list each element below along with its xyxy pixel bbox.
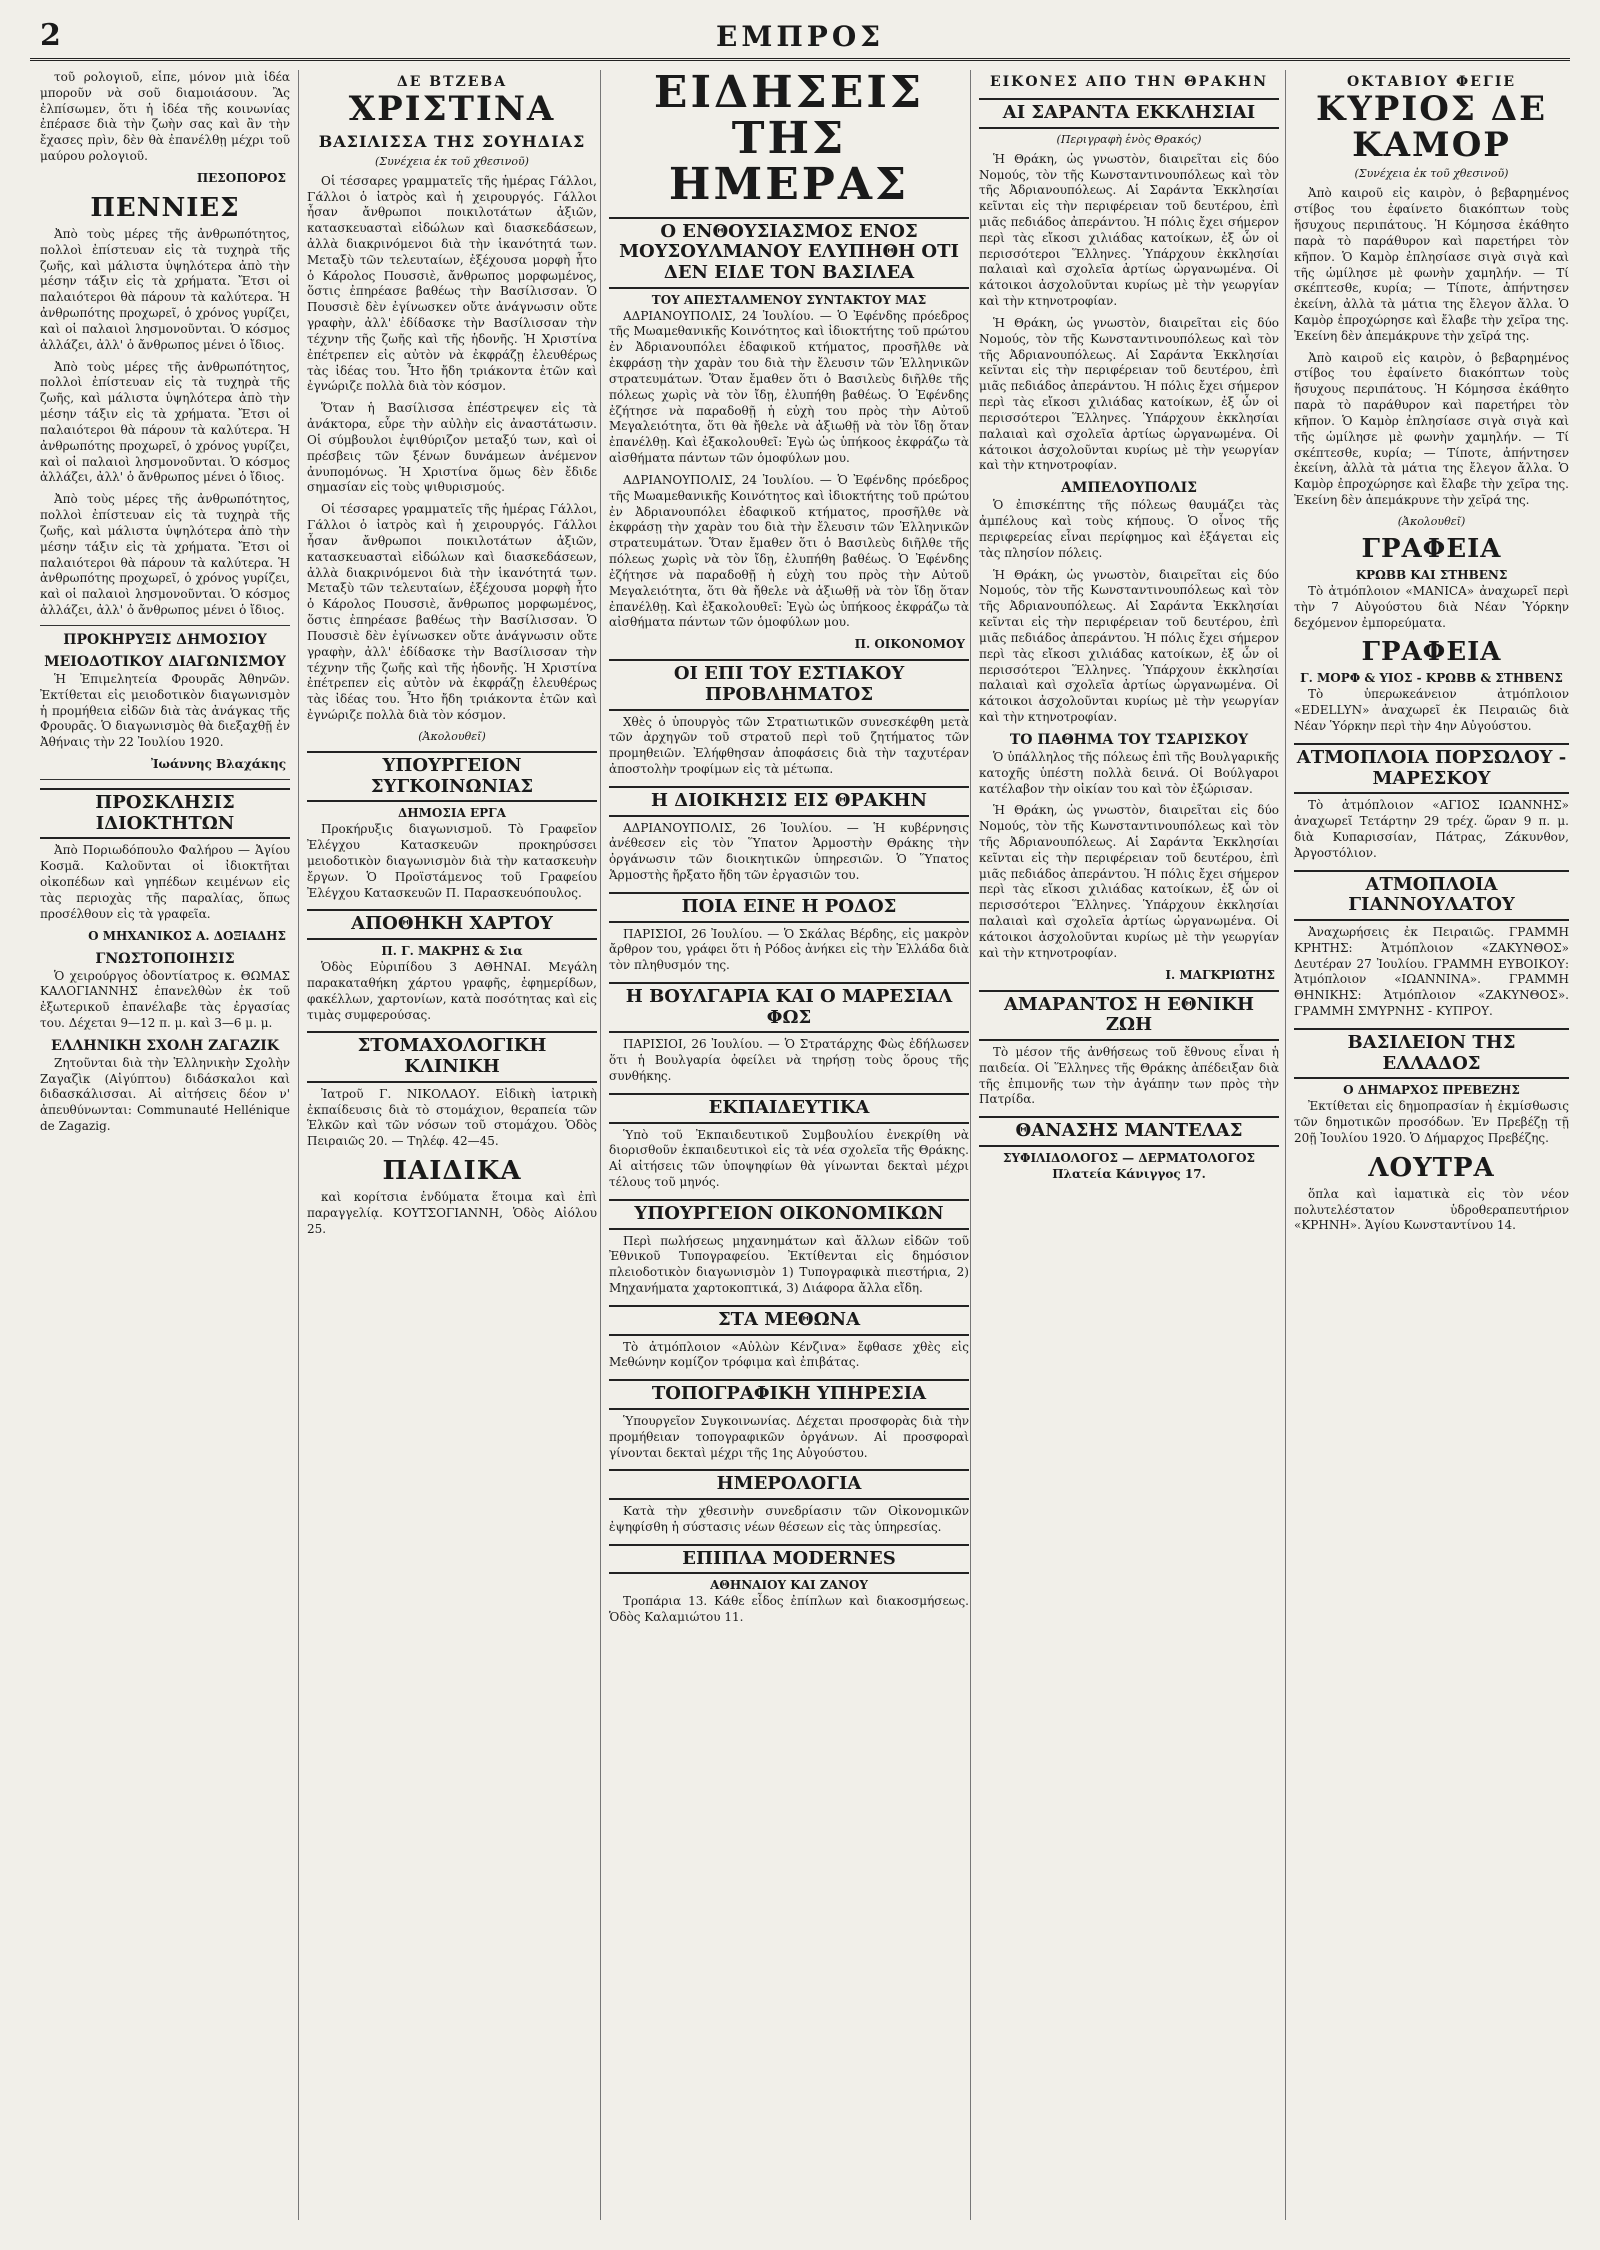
furniture-ad-subheading: ΑΘΗΝΑΙΟΥ ΚΑΙ ΖΑΝΟΥ — [710, 1578, 868, 1593]
ship1-heading: ΑΤΜΟΠΛΟΙΑ ΠΟΡΣΩΛΟΥ - ΜΑΡΕΣΚΟΥ — [1294, 743, 1569, 794]
news3-text: Τὸ ἀτμόπλοιον «Αὐλὼν Κένζινα» ἔφθασε χθὲς εἰς Μεθώνην κομίζον τρόφιμα καὶ ἐπιβάτας. — [609, 1339, 969, 1370]
newspaper-name: ΕΜΠΡΟΣ — [715, 20, 885, 53]
thrace-text-3: Ὁ ὑπάλληλος τῆς πόλεως ἐπὶ τῆς Βουλγαρικῆς κατοχῆς ὑπέστη πολλὰ δεινά. Οἱ Βούλγαροι κατέλαβον τὴν οἰκίαν του καὶ τὸν ἐξώρισαν. — [979, 749, 1279, 796]
clinic-heading: ΣΤΟΜΑΧΟΛΟΓΙΚΗ ΚΛΙΝΙΚΗ — [307, 1031, 597, 1082]
page-columns — [40, 70, 1569, 2230]
serial2-to-be-continued: (Ἀκολουθεῖ) — [1397, 514, 1466, 528]
ship1-text: Τὸ ἀτμόπλοιον «ΑΓΙΟΣ ΙΩΑΝΝΗΣ» ἀναχωρεῖ Τετάρτην 29 τρέχ. ὥραν 9 π. μ. διὰ Κυπαρισσίαν, Πάτρας, Ζάκυνθον, Ἀργοστόλιον. — [1294, 798, 1569, 860]
doctor-ad-subheading: ΣΥΦΙΛΙΔΟΛΟΓΟΣ — ΔΕΡΜΑΤΟΛΟΓΟΣ — [1002, 1150, 1256, 1165]
gov-text: Ἐκτίθεται εἰς δημοπρασίαν ἡ ἐκμίσθωσις τῶν δημοτικῶν προσόδων. Ἐν Πρεβέζῃ τῇ 20ῇ Ἰουλίου 1920. Ὁ Δήμαρχος Πρεβέζης. — [1294, 1099, 1569, 1145]
serial2-text-more: Ἀπὸ καιροῦ εἰς καιρὸν, ὁ βεβαρημένος στίβος του ἐφαίνετο διακόπτων τοὺς ἥσυχους περιπάτους. Ἡ Κόμησσα ἐκάθητο παρὰ τὸ παράθυρον καὶ παρετήρει τὸν κῆπον. Ὁ Καμὸρ ἐπλησίασε σιγὰ σιγὰ καὶ τῆς ὡμίλησε μὲ φωνὴν χαμηλήν. — Τί σκέπτεσθε, κυρία; — Τίποτε, ἀπήντησεν ἐκείνη, ἀλλὰ τὰ μάτια της ἔλεγον ἄλλα. Ὁ Καμὸρ ἐπροχώρησε καὶ ἔλαβε τὴν χεῖρα της. Ἐκείνη δὲν ἀπεμάκρυνε τὴν χεῖρά της. — [1294, 350, 1569, 508]
gov-subheading: Ο ΔΗΜΑΡΧΟΣ ΠΡΕΒΕΖΗΣ — [1343, 1083, 1520, 1098]
office-heading: ΓΡΑΦΕΙΑ — [1361, 533, 1502, 564]
lead-story-signature: Π. ΟΙΚΟΝΟΜΟΥ — [854, 637, 965, 652]
thrace-title: ΑΙ ΣΑΡΑΝΤΑ ΕΚΚΛΗΣΙΑΙ — [979, 98, 1279, 129]
page-number: 2 — [40, 18, 61, 53]
notice2-text: Ὁ χειρούργος ὀδοντίατρος κ. ΘΩΜΑΣ ΚΑΛΟΓΙΑΝΝΗΣ ἐπανελθὼν ἐκ τοῦ ἐξωτερικοῦ ἐπανέλαβε τὰς ἐργασίας του. Δέχεται 9—12 π. μ. καὶ 3—6 μ. μ. — [40, 968, 290, 1030]
thrace-signature: I. ΜΑΓΚΡΙΩΤΗΣ — [1165, 967, 1275, 982]
lead-story-headline: Ο ΕΝΘΟΥΣΙΑΣΜΟΣ ΕΝΟΣ ΜΟΥΣΟΥΛΜΑΝΟΥ ΕΛΥΠΗΘΗ ΟΤΙ ΔΕΝ ΕΙΔΕ ΤΟΝ ΒΑΣΙΛΕΑ — [609, 217, 969, 289]
thrace-text-3-more: Ἡ Θράκη, ὡς γνωστὸν, διαιρεῖται εἰς δύο Νομούς, τὸν τῆς Κωνσταντινουπόλεως καὶ τὸν τῆς Ἀδριανουπόλεως. Αἱ Σαράντα Ἐκκλησίαι κεῖνται εἰς τὴν περιφέρειαν τοῦ δευτέρου, ἐπὶ μιᾶς πεδιάδος ἀπεράντου. Ἡ πόλις ἔχει σήμερον περὶ τὰς εἴκοσι χιλιάδας κατοίκων, ἐξ ὧν οἱ περισσότεροι Ἕλληνες. Ὑπάρχουν ἐκκλησίαι παλαιαὶ καὶ σχολεῖα ἀρτίως ὠργανωμένα. Οἱ κάτοικοι ἀσχολοῦνται κυρίως μὲ τὴν γεωργίαν καὶ τὴν κτηνοτροφίαν. — [979, 803, 1279, 960]
paper-ad-heading: ΑΠΟΘΗΚΗ ΧΑΡΤΟΥ — [307, 909, 597, 940]
office-subheading: ΚΡΩΒΒ ΚΑΙ ΣΤΗΒΕΝΣ — [1355, 567, 1508, 582]
continuation-note: (Συνέχεια ἐκ τοῦ χθεσινοῦ) — [375, 154, 529, 168]
invite-signature: Ο ΜΗΧΑΝΙΚΟΣ Α. ΔΟΞΙΑΔΗΣ — [88, 928, 286, 943]
ship2-text: Ἀναχωρήσεις ἐκ Πειραιῶς. ΓΡΑΜΜΗ ΚΡΗΤΗΣ: Ἀτμόπλοιον «ΖΑΚΥΝΘΟΣ» Δευτέραν 27 Ἰουλίου. ΓΡΑΜΜΗ ΕΥΒΟΙΚΟΥ: Ἀτμόπλοιον «ΙΩΑΝΝΙΝΑ». ΓΡΑΜΜΗ ΘΗΝΙΚΗΣ: Ἀτμόπλοιον «ΖΑΚΥΝΘΟΣ». ΓΡΑΜΜΗ ΣΜΥΡΝΗΣ - ΚΥΠΡΟΥ. — [1294, 924, 1569, 1019]
news9-heading: ΥΠΟΥΡΓΕΙΟΝ ΟΙΚΟΝΟΜΙΚΩΝ — [609, 1199, 969, 1230]
office2-text: Τὸ ὑπερωκεάνειον ἀτμόπλοιον «EDELLYN» ἀναχωρεῖ ἐκ Πειραιῶς διὰ Νέαν Ὑόρκην περὶ τὴν 4ην Αὐγούστου. — [1294, 687, 1569, 734]
toys-heading: ΠΑΙΔΙΚΑ — [382, 1156, 522, 1187]
lead-text: τοῦ ρολογιοῦ, εἶπε, μόνον μιὰ ἰδέα μποροῦν νὰ σοῦ διαμοιάσουν. Ἂς ἐλπίσωμεν, ὅτι ἡ ἰδέα τῆς κοινωνίας ἐπέρασε διὰ τὴν ζωὴν σας καὶ ἂν τὴν ἔχασες πρὶν, δὲν θὰ ἐπανέλθῃ μέχρι τοῦ μαύρου ρολογιοῦ. — [40, 70, 290, 164]
column-5 — [1285, 70, 1569, 2220]
lead-story-byline: ΤΟΥ ΑΠΕΣΤΑΛΜΕΝΟΥ ΣΥΝΤΑΚΤΟΥ ΜΑΣ — [651, 292, 927, 307]
serial2-author: ΟΚΤΑΒΙΟΥ ΦΕΓΙΕ — [1346, 74, 1517, 90]
office2-subheading: Γ. ΜΟΡΦ & ΥΙΟΣ - ΚΡΩΒΒ & ΣΤΗΒΕΝΣ — [1300, 671, 1563, 686]
serial-subtitle: ΒΑΣΙΛΙΣΣΑ ΤΗΣ ΣΟΥΗΔΙΑΣ — [318, 131, 586, 151]
news6-text: ΑΔΡΙΑΝΟΥΠΟΛΙΣ, 26 Ἰουλίου. — Ἡ κυβέρνησις ἀνέθεσεν εἰς τὸν Ὕπατον Ἁρμοστὴν Θράκης τὴν ὀργάνωσιν τῶν διοικητικῶν ὑπηρεσιῶν. Ὁ Ὕπατος Ἁρμοστὴς ἤρξατο ἤδη τῶν ἐργασιῶν του. — [609, 820, 969, 883]
section-text-penies-cont2: Ἀπὸ τοὺς μέρες τῆς ἀνθρωπότητος, πολλοὶ ἐπίστευαν εἰς τὰ τυχηρὰ τῆς ζωῆς, καὶ μάλιστα ὑψηλότερα ἀπὸ τὴν μέσην τάξιν εἰς τὰ χρήματα. Ἔτσι οἱ παλαιότεροι θὰ πάρουν τὰ καλύτερα. Ἡ ἀνθρωπότης προχωρεῖ, ὁ χρόνος γυρίζει, καὶ οἱ παλαιοὶ λησμονοῦνται. Ὁ κόσμος ἀλλάζει, ἀλλ' ὁ ἄνθρωπος μένει ὁ ἴδιος. — [40, 492, 290, 618]
lead-signature: ΠΕΣΟΠΟΡΟΣ — [196, 170, 286, 185]
news4-heading: ΤΟΠΟΓΡΑΦΙΚΗ ΥΠΗΡΕΣΙΑ — [609, 1379, 969, 1410]
news7-text: ΠΑΡΙΣΙΟΙ, 26 Ἰουλίου. — Ὁ Σκάλας Βέρδης, εἰς μακρὸν ἄρθρον του, γράφει ὅτι ἡ Ρόδος ἀνήκει εἰς τὴν Ἑλλάδα διὰ τὸν πληθυσμόν της. — [609, 926, 969, 973]
gov-heading: ΒΑΣΙΛΕΙΟΝ ΤΗΣ ΕΛΛΑΔΟΣ — [1294, 1028, 1569, 1079]
serial2-continuation-note: (Συνέχεια ἐκ τοῦ χθεσινοῦ) — [1354, 167, 1509, 181]
thrace-subtitle: (Περιγραφὴ ἑνὸς Θρακός) — [1056, 132, 1202, 146]
national-life-text: Τὸ μέσον τῆς ἀνθήσεως τοῦ ἔθνους εἶναι ἡ παιδεία. Οἱ Ἕλληνες τῆς Θράκης ἀπέδειξαν διὰ τῆς ἐπιμονῆς των τὴν ἀγάπην των πρὸς τὴν Πατρίδα. — [979, 1044, 1279, 1107]
news5-heading: ΗΜΕΡΟΛΟΓΙΑ — [609, 1469, 969, 1500]
news3-heading: ΣΤΑ ΜΕΘΩΝΑ — [609, 1305, 969, 1336]
section-text-penies-cont: Ἀπὸ τοὺς μέρες τῆς ἀνθρωπότητος, πολλοὶ ἐπίστευαν εἰς τὰ τυχηρὰ τῆς ζωῆς, καὶ μάλιστα ὑψηλότερα ἀπὸ τὴν μέσην τάξιν εἰς τὰ χρήματα. Ἔτσι οἱ παλαιότεροι θὰ πάρουν τὰ καλύτερα. Ἡ ἀνθρωπότης προχωρεῖ, ὁ χρόνος γυρίζει, καὶ οἱ παλαιοὶ λησμονοῦνται. Ὁ κόσμος ἀλλάζει, ἀλλ' ὁ ἄνθρωπος μένει ὁ ἴδιος. — [40, 359, 290, 485]
thrace-text-2: Ὁ ἐπισκέπτης τῆς πόλεως θαυμάζει τὰς ἀμπέλους καὶ τοὺς κήπους. Ὁ οἶνος τῆς περιφερείας εἶναι περίφημος καὶ ἐξάγεται εἰς τὰς πλησίον πόλεις. — [979, 498, 1279, 560]
notice-heading-1: ΠΡΟΚΗΡΥΞΙΣ ΔΗΜΟΣΙΟΥ — [63, 631, 267, 648]
thrace-subhead-2: ΑΜΠΕΛΟΥΠΟΛΙΣ — [1060, 480, 1198, 497]
office-text: Τὸ ἀτμόπλοιον «MANICA» ἀναχωρεῖ περὶ τὴν 7 Αὐγούστου διὰ Νέαν Ὑόρκην δεχόμενον ἐμπορεύματα. — [1294, 583, 1569, 630]
thrace-text-more: Ἡ Θράκη, ὡς γνωστὸν, διαιρεῖται εἰς δύο Νομούς, τὸν τῆς Κωνσταντινουπόλεως καὶ τὸν τῆς Ἀδριανουπόλεως. Αἱ Σαράντα Ἐκκλησίαι κεῖνται εἰς τὴν περιφέρειαν τοῦ δευτέρου, ἐπὶ μιᾶς πεδιάδος ἀπεράντου. Ἡ πόλις ἔχει σήμερον περὶ τὰς εἴκοσι χιλιάδας κατοίκων, ἐξ ὧν οἱ περισσότεροι Ἕλληνες. Ὑπάρχουν ἐκκλησίαι παλαιαὶ καὶ σχολεῖα ἀρτίως ὠργανωμένα. Οἱ κάτοικοι ἀσχολοῦνται κυρίως μὲ τὴν γεωργίαν καὶ τὴν κτηνοτροφίαν. — [979, 315, 1279, 473]
lead-story-text-more: ΑΔΡΙΑΝΟΥΠΟΛΙΣ, 24 Ἰουλίου. — Ὁ Ἐφένδης πρόεδρος τῆς Μωαμεθανικῆς Κοινότητος καὶ ἰδιοκτήτης τοῦ πρώτου ἐν Ἀδριανουπόλει ἐδαφικοῦ κτήματος, προσῆλθε νὰ ἐκφράσῃ τὴν χαρὰν του διὰ τὴν ἔλευσιν τῶν Ἑλληνικῶν στρατευμάτων. Ὅταν ἔμαθεν ὅτι ὁ Βασιλεὺς διῆλθε τῆς πόλεως χωρὶς νὰ τὸν ἴδῃ, ἐλυπήθη βαθέως. Ὁ Ἐφένδης ἐζήτησε νὰ παραδοθῇ ἡ εὐχὴ του πρὸς τὴν Αὐτοῦ Μεγαλειότητα, ὅτι θὰ ἤθελε νὰ ἀξιωθῇ νὰ τὸν ἴδῃ ὅταν ἐπανέλθῃ. Καὶ ἐξακολουθεῖ: Ἐγὼ ὡς ὑπήκοος ἐκφράζω τὰ αἰσθήματα πάντων τῶν ὁμοφύλων μου. — [609, 472, 969, 630]
lead-story-text: ΑΔΡΙΑΝΟΥΠΟΛΙΣ, 24 Ἰουλίου. — Ὁ Ἐφένδης πρόεδρος τῆς Μωαμεθανικῆς Κοινότητος καὶ ἰδιοκτήτης τοῦ πρώτου ἐν Ἀδριανουπόλει ἐδαφικοῦ κτήματος, προσῆλθε νὰ ἐκφράσῃ τὴν χαρὰν του διὰ τὴν ἔλευσιν τῶν Ἑλληνικῶν στρατευμάτων. Ὅταν ἔμαθεν ὅτι ὁ Βασιλεὺς διῆλθε τῆς πόλεως χωρὶς νὰ τὸν ἴδῃ, ἐλυπήθη βαθέως. Ὁ Ἐφένδης ἐζήτησε νὰ παραδοθῇ ἡ εὐχὴ του πρὸς τὴν Αὐτοῦ Μεγαλειότητα, ὅτι θὰ ἤθελε νὰ ἀξιωθῇ νὰ τὸν ἴδῃ ὅταν ἐπανέλθῃ. Καὶ ἐξακολουθεῖ: Ἐγὼ ὡς ὑπήκοος ἐκφράζω τὰ αἰσθήματα πάντων τῶν ὁμοφύλων μου. — [609, 308, 969, 466]
bath-heading: ΛΟΥΤΡΑ — [1368, 1152, 1495, 1183]
column-4 — [970, 70, 1279, 2220]
divider — [40, 779, 290, 780]
column-1 — [40, 70, 290, 2220]
news7-heading: ΠΟΙΑ ΕΙΝΕ Η ΡΟΔΟΣ — [609, 892, 969, 923]
serial-text-more: Οἱ τέσσαρες γραμματεῖς τῆς ἡμέρας Γάλλοι, Γάλλοι ὁ ἰατρὸς καὶ ἡ χειρουργός. Γάλλοι ἦσαν ἄνθρωποι ποικιλοτάτων ἀξιῶν, κατασκευασταὶ εἰδώλων καὶ διασκεδάσεων, ἀλλὰ διακρινόμενοι διὰ τὴν ἱκανότητά των. Μεταξὺ τῶν τελευταίων, ἐξέχουσα μορφὴ ἦτο ὁ Κάρολος Πουσσιὲ, ἄνθρωπος μορφωμένος, ὅστις ἐπηρέασε βαθέως τὴν Βασίλισσαν. Ὁ Πουσσιὲ δὲν ἐγίνωσκεν οὔτε ἀνάγνωσιν οὔτε γραφὴν, ἀλλ' ἐδίδασκε τὴν Βασίλισσαν τὴν τέχνην τῆς ζωῆς καὶ τῆς ἡδονῆς. Ἡ Χριστίνα ἐπέτρεπεν εἰς αὐτὸν νὰ ἐκφράζῃ ἐλευθέρως τὰς ἰδέας του. Ἦτο ἤδη τριάκοντα ἐτῶν καὶ ἐγνώριζε πολλὰ διὰ τὸν κόσμον. — [307, 502, 597, 723]
news9-text: Περὶ πωλήσεως μηχανημάτων καὶ ἄλλων εἰδῶν τοῦ Ἐθνικοῦ Τυπογραφείου. Ἐκτίθενται εἰς δημόσιον πλειοδοτικὸν διαγωνισμὸν 1) Τυπογραφικὰ πιεστήρια, 2) Μηχανήματα χαρτοκοπτικά, 3) Διάφορα ἄλλα εἴδη. — [609, 1233, 969, 1296]
paper-ad-text: Ὁδὸς Εὐριπίδου 3 ΑΘΗΝΑΙ. Μεγάλη παρακαταθήκη χάρτου γραφῆς, ἐφημερίδων, φακέλλων, χαρτονίων, κατὰ ποσότητας καὶ εἰς τιμὰς συμφερούσας. — [307, 960, 597, 1022]
to-be-continued: (Ἀκολουθεῖ) — [418, 729, 486, 743]
serial2-title: ΚΥΡΙΟΣ ΔΕ ΚΑΜΟΡ — [1315, 89, 1548, 165]
serial-author: ΔΕ ΒΤΖΕΒΑ — [396, 74, 508, 90]
invite-heading: ΠΡΟΣΚΛΗΣΙΣ ΙΔΙΟΚΤΗΤΩΝ — [40, 788, 290, 839]
invite-text: Ἀπὸ Ποριωδόπουλο Φαλήρου — Ἁγίου Κοσμᾶ. Καλοῦνται οἱ ἰδιοκτῆται οἰκοπέδων καὶ γηπέδων κειμένων εἰς τὰς περιοχὰς τῆς παραλίας, ὅπως προσέλθουν εἰς τὰ γραφεῖα. — [40, 843, 290, 921]
thrace-text-2-more: Ἡ Θράκη, ὡς γνωστὸν, διαιρεῖται εἰς δύο Νομούς, τὸν τῆς Κωνσταντινουπόλεως καὶ τὸν τῆς Ἀδριανουπόλεως. Αἱ Σαράντα Ἐκκλησίαι κεῖνται εἰς τὴν περιφέρειαν τοῦ δευτέρου, ἐπὶ μιᾶς πεδιάδος ἀπεράντου. Ἡ πόλις ἔχει σήμερον περὶ τὰς εἴκοσι χιλιάδας κατοίκων, ἐξ ὧν οἱ περισσότεροι Ἕλληνες. Ὑπάρχουν ἐκκλησίαι παλαιαὶ καὶ σχολεῖα ἀρτίως ὠργανωμένα. Οἱ κάτοικοι ἀσχολοῦνται κυρίως μὲ τὴν γεωργίαν καὶ τὴν κτηνοτροφίαν. — [979, 567, 1279, 725]
serial2-text: Ἀπὸ καιροῦ εἰς καιρὸν, ὁ βεβαρημένος στίβος του ἐφαίνετο διακόπτων τοὺς ἥσυχους περιπάτους. Ἡ Κόμησσα ἐκάθητο παρὰ τὸ παράθυρον καὶ παρετήρει τὸν κῆπον. Ὁ Καμὸρ ἐπλησίασε σιγὰ σιγὰ καὶ τῆς ὡμίλησε μὲ φωνὴν χαμηλήν. — Τί σκέπτεσθε, κυρία; — Τίποτε, ἀπήντησεν ἐκείνη, ἀλλὰ τὰ μάτια της ἔλεγον ἄλλα. Ὁ Καμὸρ ἐπροχώρησε καὶ ἔλαβε τὴν χεῖρα της. Ἐκείνη δὲν ἀπεμάκρυνε τὴν χεῖρά της. — [1294, 186, 1569, 343]
news2-text: Ὑπὸ τοῦ Ἐκπαιδευτικοῦ Συμβουλίου ἐνεκρίθη νὰ διορισθοῦν ἐκπαιδευτικοὶ εἰς τὰ νέα σχολεῖα τῆς Θράκης. Αἱ αἰτήσεις τῶν ὑποψηφίων θὰ γίνωνται δεκταὶ μέχρι τέλους τοῦ μηνός. — [609, 1127, 969, 1190]
news5-text: Κατὰ τὴν χθεσινὴν συνεδρίασιν τῶν Οἰκονομικῶν ἐψηφίσθη ἡ σύστασις νέων θέσεων εἰς τὰς ὑπηρεσίας. — [609, 1504, 969, 1534]
clinic-text: Ἰατροῦ Γ. ΝΙΚΟΛΑΟΥ. Εἰδικὴ ἰατρικὴ ἐκπαίδευσις διὰ τὸ στομάχιον, θεραπεία τῶν Ἑλκῶν καὶ τῶν νόσων τοῦ στομάχου. Ὁδὸς Πειραιῶς 20. — Τηλέφ. 42—45. — [307, 1086, 597, 1149]
serial-text-cont: Ὅταν ἡ Βασίλισσα ἐπέστρεψεν εἰς τὰ ἀνάκτορα, εὗρε τὴν αὐλὴν εἰς ἀναστάτωσιν. Οἱ σύμβουλοι ἐψιθύριζον μεταξύ των, καὶ οἱ πρέσβεις τῶν ξένων δυνάμεων ἀνέμενον ἀνυπομόνως. Ἡ Χριστίνα ὅμως δὲν ἔδιδε σημασίαν εἰς τοὺς ψιθυρισμούς. — [307, 401, 597, 495]
notice2-heading: ΓΝΩΣΤΟΠΟΙΗΣΙΣ — [95, 950, 235, 967]
ministry-text: Προκήρυξις διαγωνισμοῦ. Τὸ Γραφεῖον Ἐλέγχου Κατασκευῶν προκηρύσσει μειοδοτικὸν διαγωνισμὸν διὰ τὴν κατασκευὴν ἔργων. Ὁ Προϊστάμενος τοῦ Γραφείου Ἐλέγχου Κατασκευῶν Π. Παρασκευόπουλος. — [307, 822, 597, 900]
national-life-heading: ΑΜΑΡΑΝΤΟΣ Η ΕΘΝΙΚΗ ΖΩΗ — [979, 990, 1279, 1041]
toys-text: καὶ κορίτσια ἐνδύματα ἕτοιμα καὶ ἐπὶ παραγγελίᾳ. ΚΟΥΤΣΟΓΙΑΝΝΗ, Ὁδὸς Αἰόλου 25. — [307, 1190, 597, 1236]
divider — [40, 625, 290, 626]
doctor-ad-heading: ΘΑΝΑΣΗΣ ΜΑΝΤΕΛΑΣ — [979, 1116, 1279, 1147]
notice-signature: Ἰωάννης Βλαχάκης — [150, 756, 286, 771]
school-text: Ζητοῦνται διὰ τὴν Ἑλληνικὴν Σχολὴν Ζαγαζὶκ (Αἰγύπτου) διδάσκαλοι καὶ διδασκάλισσαι. Αἱ αἰτήσεις δέον ν' ἀπευθύνωνται: Communauté Hellénique de Zagazig. — [40, 1055, 290, 1134]
furniture-ad-text: Τροπάρια 13. Κάθε εἶδος ἐπίπλων καὶ διακοσμήσεως. Ὁδὸς Καλαμιώτου 11. — [609, 1594, 969, 1625]
masthead — [30, 18, 1570, 61]
school-heading: ΕΛΛΗΝΙΚΗ ΣΧΟΛΗ ΖΑΓΑΖΙΚ — [51, 1037, 279, 1054]
notice-heading-2: ΜΕΙΟΔΟΤΙΚΟΥ ΔΙΑΓΩΝΙΣΜΟΥ — [44, 653, 286, 670]
news2-heading: ΕΚΠΑΙΔΕΥΤΙΚΑ — [609, 1093, 969, 1124]
thrace-text: Ἡ Θράκη, ὡς γνωστὸν, διαιρεῖται εἰς δύο Νομούς, τὸν τῆς Κωνσταντινουπόλεως καὶ τὸν τῆς Ἀδριανουπόλεως. Αἱ Σαράντα Ἐκκλησίαι κεῖνται εἰς τὴν περιφέρειαν τοῦ δευτέρου, ἐπὶ μιᾶς πεδιάδος ἀπεράντου. Ἡ πόλις ἔχει σήμερον περὶ τὰς εἴκοσι χιλιάδας κατοίκων, ἐξ ὧν οἱ περισσότεροι Ἕλληνες. Ὑπάρχουν ἐκκλησίαι παλαιαὶ καὶ σχολεῖα ἀρτίως ὠργανωμένα. Οἱ κάτοικοι ἀσχολοῦνται κυρίως μὲ τὴν γεωργίαν καὶ τὴν κτηνοτροφίαν. — [979, 151, 1279, 309]
serial-title: ΧΡΙΣΤΙΝΑ — [348, 89, 556, 129]
column-3 — [600, 70, 969, 2220]
news1-heading: ΟΙ ΕΠΙ ΤΟΥ ΕΣΤΙΑΚΟΥ ΠΡΟΒΛΗΜΑΤΟΣ — [609, 659, 969, 710]
section-title-penies: ΠΕΝΝΙΕΣ — [90, 192, 240, 223]
office2-heading: ΓΡΑΦΕΙΑ — [1361, 637, 1502, 668]
paper-ad-subheading: Π. Γ. ΜΑΚΡΗΣ & Σια — [381, 944, 523, 959]
news4-text: Ὑπουργεῖον Συγκοινωνίας. Δέχεται προσφορὰς διὰ τὴν προμήθειαν τοπογραφικῶν ὀργάνων. Αἱ προσφοραὶ γίνονται δεκταὶ μέχρι τῆς 1ης Αὐγούστου. — [609, 1413, 969, 1460]
thrace-kicker: ΕΙΚΟΝΕΣ ΑΠΟ ΤΗΝ ΘΡΑΚΗΝ — [989, 74, 1269, 90]
furniture-ad-heading: ΕΠΙΠΛΑ MODERNES — [609, 1544, 969, 1575]
serial-text: Οἱ τέσσαρες γραμματεῖς τῆς ἡμέρας Γάλλοι, Γάλλοι ὁ ἰατρὸς καὶ ἡ χειρουργός. Γάλλοι ἦσαν ἄνθρωποι ποικιλοτάτων ἀξιῶν, κατασκευασταὶ εἰδώλων καὶ διασκεδάσεων, ἀλλὰ διακρινόμενοι διὰ τὴν ἱκανότητά των. Μεταξὺ τῶν τελευταίων, ἐξέχουσα μορφὴ ἦτο ὁ Κάρολος Πουσσιὲ, ἄνθρωπος μορφωμένος, ὅστις ἐπηρέασε βαθέως τὴν Βασίλισσαν. Ὁ Πουσσιὲ δὲν ἐγίνωσκεν οὔτε ἀνάγνωσιν οὔτε γραφὴν, ἀλλ' ἐδίδασκε τὴν Βασίλισσαν τὴν τέχνην τῆς ζωῆς καὶ τῆς ἡδονῆς. Ἡ Χριστίνα ἐπέτρεπεν εἰς αὐτὸν νὰ ἐκφράζῃ ἐλευθέρως τὰς ἰδέας του. Ἦτο ἤδη τριάκοντα ἐτῶν καὶ ἐγνώριζε πολλὰ διὰ τὸν κόσμον. — [307, 173, 597, 394]
doctor-ad-address: Πλατεία Κάνιγγος 17. — [1052, 1166, 1206, 1181]
news6-heading: Η ΔΙΟΙΚΗΣΙΣ ΕΙΣ ΘΡΑΚΗΝ — [609, 786, 969, 817]
ministry-heading: ΥΠΟΥΡΓΕΙΟΝ ΣΥΓΚΟΙΝΩΝΙΑΣ — [307, 751, 597, 802]
news-section-title: ΕΙΔΗΣΕΙΣ ΤΗΣ ΗΜΕΡΑΣ — [653, 70, 925, 211]
ship2-heading: ΑΤΜΟΠΛΟΙΑ ΓΙΑΝΝΟΥΛΑΤΟΥ — [1294, 870, 1569, 921]
column-2 — [298, 70, 597, 2220]
thrace-subhead-3: ΤΟ ΠΑΘΗΜΑ ΤΟΥ ΤΣΑΡΙΣΚΟΥ — [1009, 731, 1249, 748]
notice-text: Ἡ Ἐπιμελητεία Φρουρᾶς Ἀθηνῶν. Ἐκτίθεται εἰς μειοδοτικὸν διαγωνισμὸν ἡ προμήθεια εἰδῶν διὰ τὰς ἀνάγκας τῆς Φρουρᾶς. Ὁ διαγωνισμὸς θὰ διεξαχθῇ ἐν Ἀθήναις τὴν 22 Ἰουλίου 1920. — [40, 671, 290, 750]
bath-text: ὅπλα καὶ ἰαματικὰ εἰς τὸν νέον πολυτελέστατον ὑδροθεραπευτήριον «ΚΡΗΝΗ». Ἁγίου Κωνσταντίνου 14. — [1294, 1186, 1569, 1233]
news8-text: ΠΑΡΙΣΙΟΙ, 26 Ἰουλίου. — Ὁ Στρατάρχης Φὼς ἐδήλωσεν ὅτι ἡ Βουλγαρία ὀφείλει νὰ τηρήσῃ τοὺς ὅρους τῆς συνθήκης. — [609, 1037, 969, 1084]
section-text-penies: Ἀπὸ τοὺς μέρες τῆς ἀνθρωπότητος, πολλοὶ ἐπίστευαν εἰς τὰ τυχηρὰ τῆς ζωῆς, καὶ μάλιστα ὑψηλότερα ἀπὸ τὴν μέσην τάξιν εἰς τὰ χρήματα. Ἔτσι οἱ παλαιότεροι θὰ πάρουν τὰ καλύτερα. Ἡ ἀνθρωπότης προχωρεῖ, ὁ χρόνος γυρίζει, καὶ οἱ παλαιοὶ λησμονοῦνται. Ὁ κόσμος ἀλλάζει, ἀλλ' ὁ ἄνθρωπος μένει ὁ ἴδιος. — [40, 226, 290, 352]
ministry-subheading: ΔΗΜΟΣΙΑ ΕΡΓΑ — [398, 806, 506, 821]
news8-heading: Η ΒΟΥΛΓΑΡΙΑ ΚΑΙ Ο ΜΑΡΕΣΙΑΛ ΦΩΣ — [609, 982, 969, 1033]
news1-text: Χθὲς ὁ ὑπουργὸς τῶν Στρατιωτικῶν συνεσκέφθη μετὰ τῶν ἀρχηγῶν τοῦ στρατοῦ περὶ τοῦ ζητήματος τῶν προμηθειῶν. Ἐλήφθησαν ἀποφάσεις διὰ τὴν ταχυτέραν ἀποστολὴν τροφίμων εἰς τὰ μέτωπα. — [609, 714, 969, 777]
